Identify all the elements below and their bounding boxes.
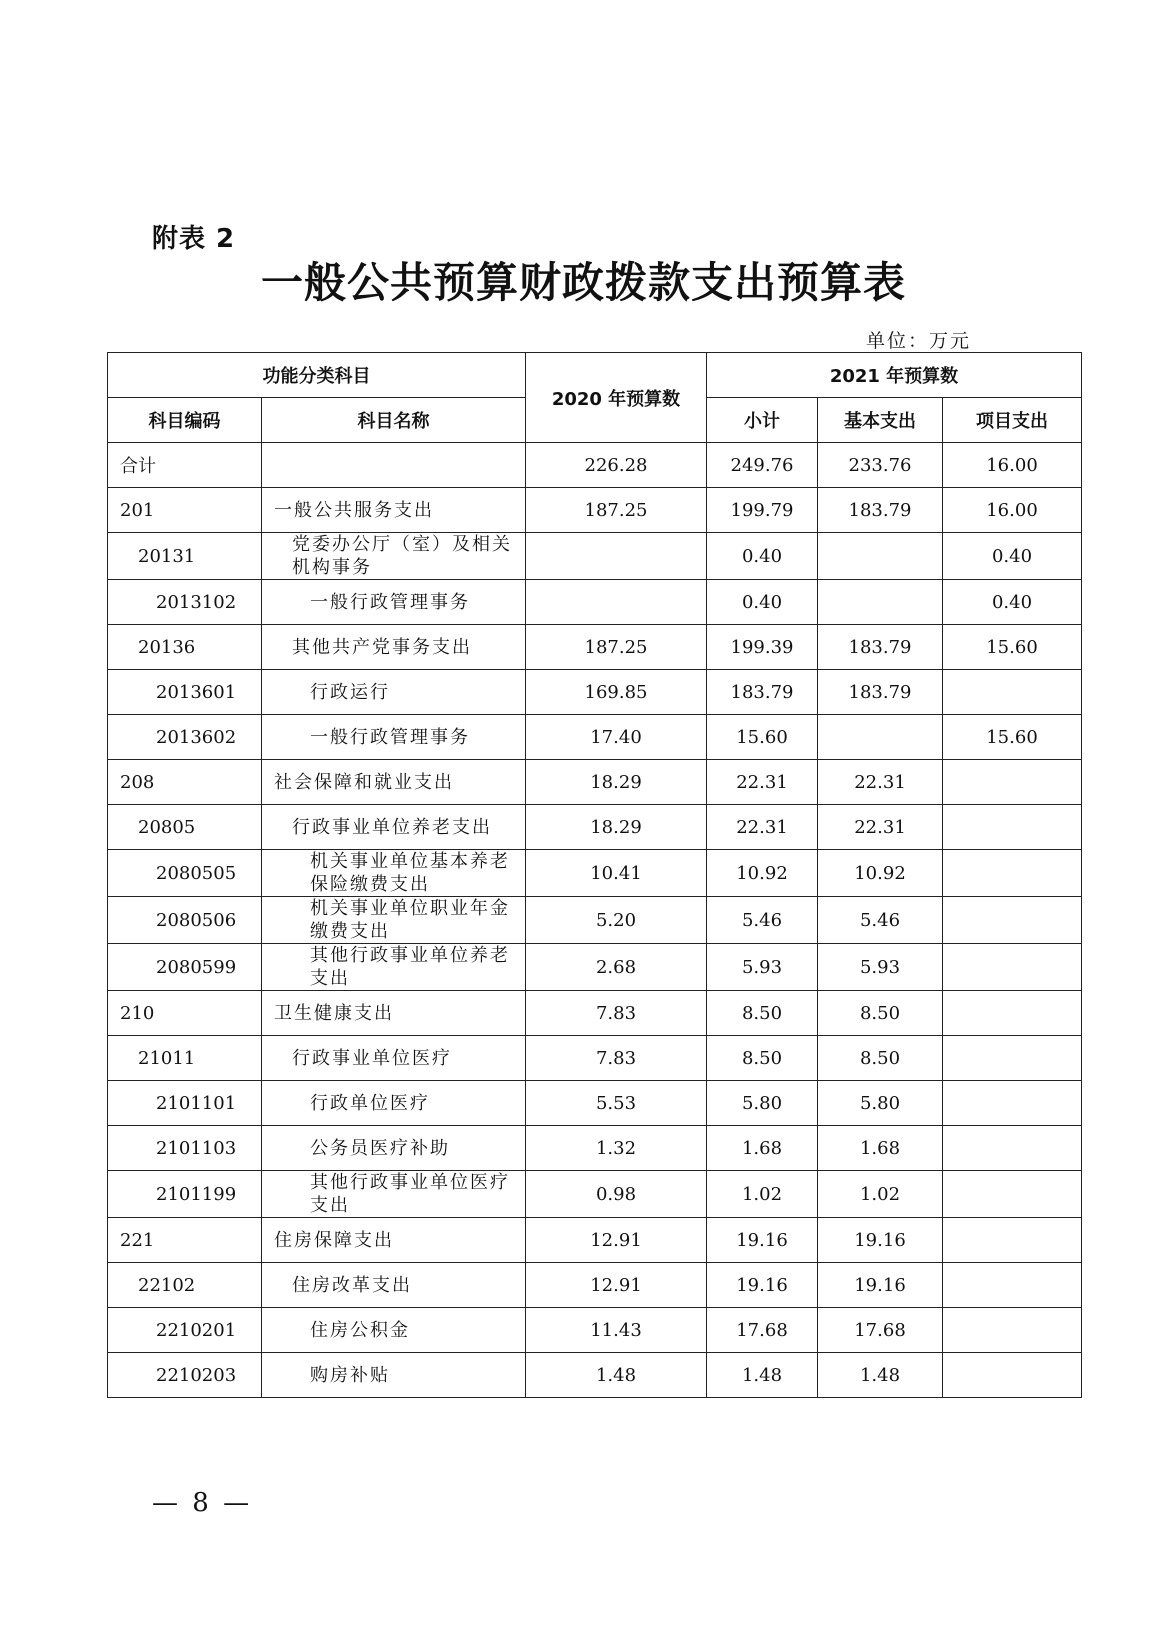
subject-code-cell: 20131	[108, 533, 262, 580]
basic-expenditure-cell: 8.50	[818, 1036, 943, 1081]
subject-code-cell: 2101101	[108, 1081, 262, 1126]
subtotal-cell: 1.02	[707, 1171, 818, 1218]
subtotal-cell: 19.16	[707, 1218, 818, 1263]
subject-code-cell: 201	[108, 488, 262, 533]
page-number: — 8 —	[152, 1488, 253, 1518]
basic-expenditure-cell: 22.31	[818, 760, 943, 805]
table-row	[108, 715, 1082, 760]
basic-expenditure-cell: 1.02	[818, 1171, 943, 1218]
budget-2020-cell: 12.91	[526, 1218, 707, 1263]
subtotal-cell: 22.31	[707, 760, 818, 805]
table-row	[108, 1126, 1082, 1171]
budget-2020-cell: 7.83	[526, 1036, 707, 1081]
attachment-label: 附表 2	[152, 224, 236, 254]
table-row	[108, 443, 1082, 488]
header-basic-expenditure: 基本支出	[818, 398, 943, 443]
budget-table	[107, 352, 1082, 1398]
subject-code-cell: 2080505	[108, 850, 262, 897]
table-row	[108, 1036, 1082, 1081]
project-expenditure-cell	[943, 1353, 1082, 1398]
budget-2020-cell: 169.85	[526, 670, 707, 715]
subtotal-cell: 15.60	[707, 715, 818, 760]
subject-code-cell: 22102	[108, 1263, 262, 1308]
header-functional-group: 功能分类科目	[108, 353, 526, 398]
table-row	[108, 1081, 1082, 1126]
basic-expenditure-cell: 17.68	[818, 1308, 943, 1353]
basic-expenditure-cell	[818, 533, 943, 580]
project-expenditure-cell	[943, 850, 1082, 897]
subtotal-cell: 19.16	[707, 1263, 818, 1308]
subject-name-cell: 其他共产党事务支出	[262, 625, 526, 670]
project-expenditure-cell	[943, 944, 1082, 991]
subject-code-cell: 2080599	[108, 944, 262, 991]
project-expenditure-cell	[943, 1081, 1082, 1126]
subtotal-cell: 5.46	[707, 897, 818, 944]
subject-code-cell: 2013602	[108, 715, 262, 760]
budget-2020-cell	[526, 580, 707, 625]
unit-label: 单位：万元	[866, 330, 972, 352]
subject-code-cell: 208	[108, 760, 262, 805]
subject-name-cell: 公务员医疗补助	[262, 1126, 526, 1171]
subtotal-cell: 199.79	[707, 488, 818, 533]
subject-name-cell: 党委办公厅（室）及相关机构事务	[262, 533, 526, 580]
budget-2020-cell: 18.29	[526, 805, 707, 850]
subject-code-cell: 合计	[108, 443, 262, 488]
header-project-expenditure: 项目支出	[943, 398, 1082, 443]
budget-2020-cell: 187.25	[526, 625, 707, 670]
project-expenditure-cell: 0.40	[943, 533, 1082, 580]
subject-name-cell: 一般公共服务支出	[262, 488, 526, 533]
table-row	[108, 625, 1082, 670]
subject-name-cell: 社会保障和就业支出	[262, 760, 526, 805]
subtotal-cell: 249.76	[707, 443, 818, 488]
project-expenditure-cell	[943, 1171, 1082, 1218]
subtotal-cell: 1.48	[707, 1353, 818, 1398]
basic-expenditure-cell: 10.92	[818, 850, 943, 897]
basic-expenditure-cell: 183.79	[818, 488, 943, 533]
subject-code-cell: 210	[108, 991, 262, 1036]
budget-2020-cell: 11.43	[526, 1308, 707, 1353]
table-row	[108, 580, 1082, 625]
subtotal-cell: 199.39	[707, 625, 818, 670]
header-2021-budget-group: 2021 年预算数	[707, 353, 1082, 398]
project-expenditure-cell: 0.40	[943, 580, 1082, 625]
subtotal-cell: 8.50	[707, 991, 818, 1036]
subtotal-cell: 5.93	[707, 944, 818, 991]
basic-expenditure-cell: 8.50	[818, 991, 943, 1036]
subject-name-cell: 机关事业单位职业年金缴费支出	[262, 897, 526, 944]
budget-2020-cell: 10.41	[526, 850, 707, 897]
subject-name-cell: 行政事业单位医疗	[262, 1036, 526, 1081]
table-row	[108, 1171, 1082, 1218]
subject-name-cell	[262, 443, 526, 488]
subtotal-cell: 22.31	[707, 805, 818, 850]
project-expenditure-cell: 16.00	[943, 488, 1082, 533]
subject-name-cell: 住房公积金	[262, 1308, 526, 1353]
subtotal-cell: 5.80	[707, 1081, 818, 1126]
basic-expenditure-cell: 1.48	[818, 1353, 943, 1398]
subject-code-cell: 2013601	[108, 670, 262, 715]
header-subtotal: 小计	[707, 398, 818, 443]
subject-code-cell: 221	[108, 1218, 262, 1263]
subject-code-cell: 21011	[108, 1036, 262, 1081]
basic-expenditure-cell: 183.79	[818, 625, 943, 670]
header-2020-budget: 2020 年预算数	[526, 353, 707, 443]
header-subject-code: 科目编码	[108, 398, 262, 443]
subject-name-cell: 购房补贴	[262, 1353, 526, 1398]
subject-name-cell: 机关事业单位基本养老保险缴费支出	[262, 850, 526, 897]
subject-name-cell: 一般行政管理事务	[262, 715, 526, 760]
subject-name-cell: 住房保障支出	[262, 1218, 526, 1263]
table-row	[108, 1218, 1082, 1263]
basic-expenditure-cell: 183.79	[818, 670, 943, 715]
budget-2020-cell: 1.32	[526, 1126, 707, 1171]
subject-code-cell: 20805	[108, 805, 262, 850]
project-expenditure-cell: 16.00	[943, 443, 1082, 488]
subject-code-cell: 2080506	[108, 897, 262, 944]
project-expenditure-cell	[943, 897, 1082, 944]
budget-2020-cell: 226.28	[526, 443, 707, 488]
project-expenditure-cell	[943, 670, 1082, 715]
project-expenditure-cell: 15.60	[943, 625, 1082, 670]
subject-name-cell: 行政运行	[262, 670, 526, 715]
project-expenditure-cell	[943, 1126, 1082, 1171]
budget-2020-cell: 17.40	[526, 715, 707, 760]
project-expenditure-cell	[943, 1263, 1082, 1308]
subject-code-cell: 2101199	[108, 1171, 262, 1218]
basic-expenditure-cell: 1.68	[818, 1126, 943, 1171]
subject-name-cell: 行政事业单位养老支出	[262, 805, 526, 850]
project-expenditure-cell	[943, 991, 1082, 1036]
table-row	[108, 897, 1082, 944]
subject-code-cell: 2210203	[108, 1353, 262, 1398]
budget-2020-cell: 5.20	[526, 897, 707, 944]
subtotal-cell: 0.40	[707, 580, 818, 625]
project-expenditure-cell	[943, 1308, 1082, 1353]
project-expenditure-cell: 15.60	[943, 715, 1082, 760]
table-row	[108, 1353, 1082, 1398]
project-expenditure-cell	[943, 805, 1082, 850]
subject-name-cell: 一般行政管理事务	[262, 580, 526, 625]
table-row	[108, 1263, 1082, 1308]
basic-expenditure-cell	[818, 715, 943, 760]
basic-expenditure-cell: 19.16	[818, 1218, 943, 1263]
subject-code-cell: 20136	[108, 625, 262, 670]
subject-name-cell: 行政单位医疗	[262, 1081, 526, 1126]
subtotal-cell: 8.50	[707, 1036, 818, 1081]
basic-expenditure-cell	[818, 580, 943, 625]
subject-name-cell: 卫生健康支出	[262, 991, 526, 1036]
table-row	[108, 488, 1082, 533]
subtotal-cell: 183.79	[707, 670, 818, 715]
table-row	[108, 670, 1082, 715]
subject-code-cell: 2101103	[108, 1126, 262, 1171]
budget-2020-cell: 7.83	[526, 991, 707, 1036]
basic-expenditure-cell: 5.46	[818, 897, 943, 944]
project-expenditure-cell	[943, 1036, 1082, 1081]
budget-2020-cell	[526, 533, 707, 580]
table-row	[108, 991, 1082, 1036]
basic-expenditure-cell: 5.93	[818, 944, 943, 991]
table-row	[108, 533, 1082, 580]
subject-name-cell: 住房改革支出	[262, 1263, 526, 1308]
budget-2020-cell: 2.68	[526, 944, 707, 991]
table-row	[108, 1308, 1082, 1353]
budget-2020-cell: 5.53	[526, 1081, 707, 1126]
basic-expenditure-cell: 5.80	[818, 1081, 943, 1126]
subtotal-cell: 1.68	[707, 1126, 818, 1171]
header-subject-name: 科目名称	[262, 398, 526, 443]
subtotal-cell: 0.40	[707, 533, 818, 580]
page-title: 一般公共预算财政拨款支出预算表	[260, 258, 906, 307]
subject-code-cell: 2013102	[108, 580, 262, 625]
budget-2020-cell: 12.91	[526, 1263, 707, 1308]
budget-2020-cell: 1.48	[526, 1353, 707, 1398]
project-expenditure-cell	[943, 1218, 1082, 1263]
table-row	[108, 760, 1082, 805]
subject-code-cell: 2210201	[108, 1308, 262, 1353]
table-row	[108, 944, 1082, 991]
subtotal-cell: 17.68	[707, 1308, 818, 1353]
subtotal-cell: 10.92	[707, 850, 818, 897]
budget-2020-cell: 0.98	[526, 1171, 707, 1218]
budget-2020-cell: 18.29	[526, 760, 707, 805]
basic-expenditure-cell: 233.76	[818, 443, 943, 488]
subject-name-cell: 其他行政事业单位医疗支出	[262, 1171, 526, 1218]
table-row	[108, 805, 1082, 850]
table-row	[108, 850, 1082, 897]
subject-name-cell: 其他行政事业单位养老支出	[262, 944, 526, 991]
budget-table-body	[108, 443, 1082, 1398]
basic-expenditure-cell: 22.31	[818, 805, 943, 850]
budget-2020-cell: 187.25	[526, 488, 707, 533]
basic-expenditure-cell: 19.16	[818, 1263, 943, 1308]
project-expenditure-cell	[943, 760, 1082, 805]
